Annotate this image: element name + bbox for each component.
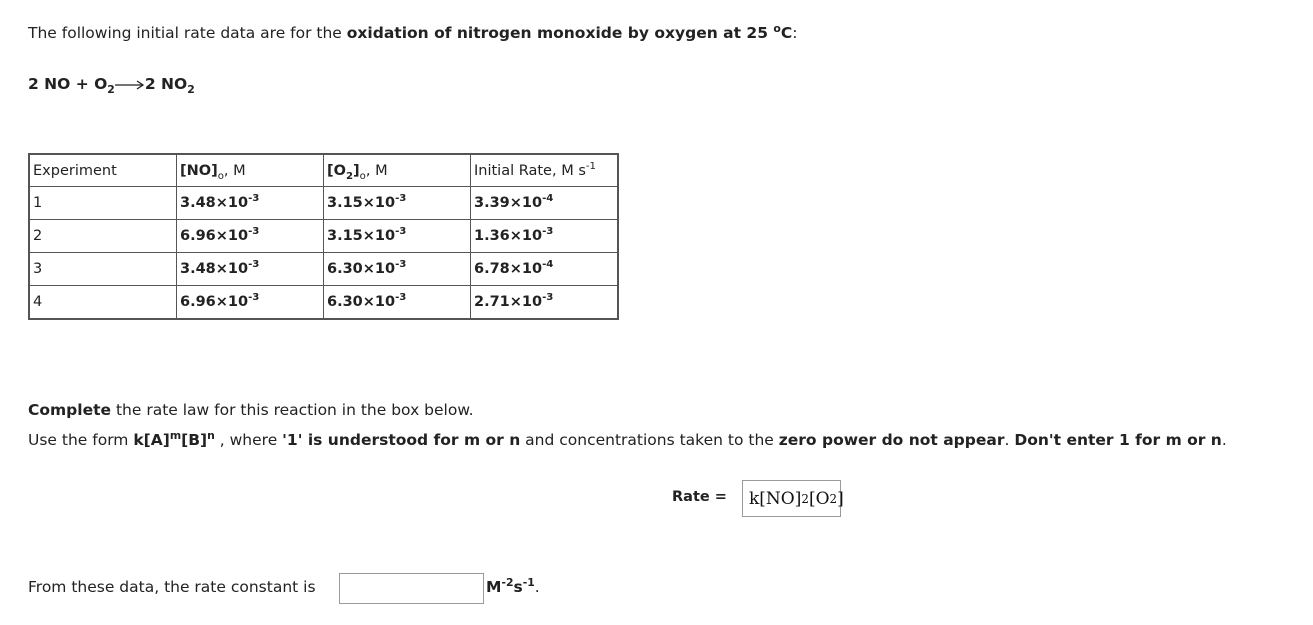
rate-label: Rate = bbox=[672, 489, 727, 505]
rate-data-table bbox=[28, 153, 619, 320]
header-no-concentration: $[NO]_o$, M bbox=[177, 154, 324, 187]
cell-experiment: 2 bbox=[29, 220, 177, 253]
intro-colon: : bbox=[792, 24, 798, 42]
cell-experiment: 1 bbox=[29, 187, 177, 220]
degree-mark: o bbox=[773, 21, 781, 35]
cell-o2: $6.30\times 10^{-3}$ bbox=[324, 253, 471, 286]
instruction-line-2: Use the form $k[A]^m[B]^n$ , where '1' is understood for m or n and concentrations taken to the zero power do not appear. Don't enter 1 for m or n. bbox=[28, 428, 1227, 449]
intro-bold: oxidation of nitrogen monoxide by oxygen at 25 bbox=[346, 24, 774, 42]
rate-constant-input[interactable] bbox=[339, 573, 484, 604]
cell-rate: $6.78\times 10^{-4}$ bbox=[471, 253, 619, 286]
header-experiment: Experiment bbox=[29, 154, 177, 187]
header-o2-concentration: $[O_2]_o$, M bbox=[324, 154, 471, 187]
equation-rhs: 2 NO bbox=[144, 75, 188, 93]
reaction-equation bbox=[28, 75, 195, 97]
celsius-unit: C bbox=[780, 24, 793, 42]
cell-experiment: 4 bbox=[29, 286, 177, 320]
intro-text bbox=[28, 21, 798, 42]
instruction-line-1: Complete the rate law for this reaction in the box below. bbox=[28, 401, 474, 419]
intro-lead: The following initial rate data are for the bbox=[28, 24, 347, 42]
cell-no: $3.48\times 10^{-3}$ bbox=[177, 187, 324, 220]
table-row bbox=[29, 286, 618, 320]
reaction-arrow-icon bbox=[115, 79, 145, 91]
table-row bbox=[29, 220, 618, 253]
equation-lhs: 2 NO + O bbox=[28, 75, 108, 93]
cell-no: $6.96\times 10^{-3}$ bbox=[177, 220, 324, 253]
header-initial-rate: Initial Rate, M $s^{-1}$ bbox=[471, 154, 619, 187]
rate-law-answer-box[interactable]: k[NO] 2 [O 2 ] bbox=[742, 480, 841, 517]
table-row bbox=[29, 253, 618, 286]
cell-no: $6.96\times 10^{-3}$ bbox=[177, 286, 324, 320]
cell-o2: $3.15\times 10^{-3}$ bbox=[324, 187, 471, 220]
cell-no: $3.48\times 10^{-3}$ bbox=[177, 253, 324, 286]
table-header-row bbox=[29, 154, 618, 187]
rate-constant-unit: $M^{-2}s^{-1}$. bbox=[486, 575, 540, 596]
cell-o2: $3.15\times 10^{-3}$ bbox=[324, 220, 471, 253]
table-row bbox=[29, 187, 618, 220]
o2-subscript: 2 bbox=[107, 83, 115, 97]
cell-rate: $1.36\times 10^{-3}$ bbox=[471, 220, 619, 253]
rate-constant-prompt: From these data, the rate constant is bbox=[28, 578, 316, 596]
cell-rate: $2.71\times 10^{-3}$ bbox=[471, 286, 619, 320]
cell-rate: $3.39\times 10^{-4}$ bbox=[471, 187, 619, 220]
no2-subscript: 2 bbox=[187, 83, 195, 97]
cell-o2: $6.30\times 10^{-3}$ bbox=[324, 286, 471, 320]
cell-experiment: 3 bbox=[29, 253, 177, 286]
